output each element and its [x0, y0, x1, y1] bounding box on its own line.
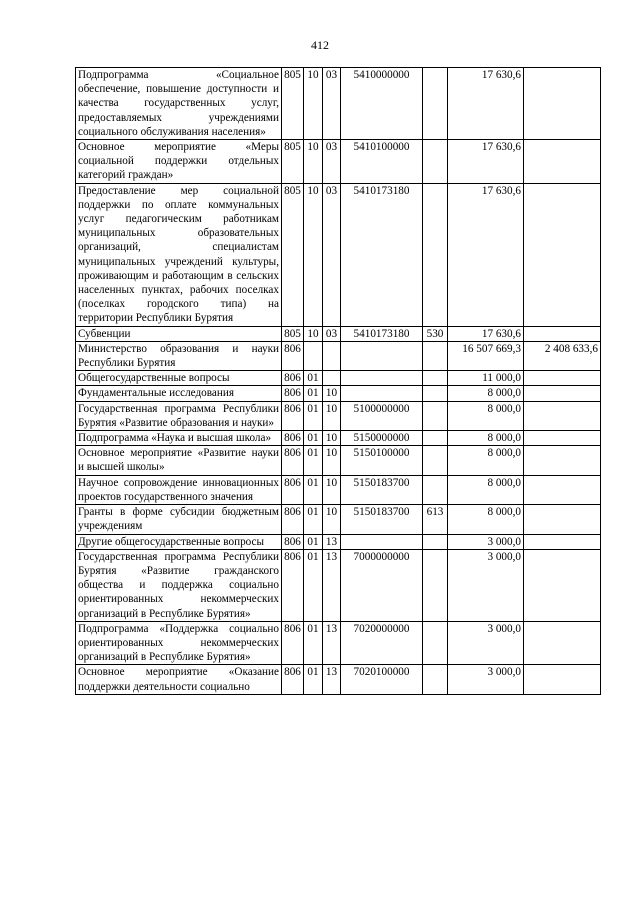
ministry-code-cell: 806	[282, 341, 304, 370]
section-code-cell: 01	[304, 549, 323, 621]
table-row	[76, 475, 601, 504]
item-name-cell: Основное мероприятие «Оказание поддержки деятельности социально	[76, 665, 282, 694]
item-name-cell: Министерство образования и науки Республики Бурятия	[76, 341, 282, 370]
subsection-code-cell: 13	[323, 534, 341, 549]
subsection-code-cell: 03	[323, 183, 341, 326]
subsection-code-cell: 10	[323, 475, 341, 504]
expense-type-cell	[423, 371, 448, 386]
expense-type-cell	[423, 183, 448, 326]
ministry-code-cell: 805	[282, 68, 304, 140]
target-article-cell	[341, 371, 423, 386]
expense-type-cell	[423, 341, 448, 370]
section-code-cell: 01	[304, 475, 323, 504]
target-article-cell: 5410000000	[341, 68, 423, 140]
amount-extra-cell	[524, 140, 601, 184]
amount-cell: 8 000,0	[448, 446, 524, 475]
amount-cell: 3 000,0	[448, 621, 524, 665]
amount-extra-cell	[524, 534, 601, 549]
target-article-cell	[341, 534, 423, 549]
ministry-code-cell: 806	[282, 386, 304, 401]
amount-cell: 17 630,6	[448, 140, 524, 184]
amount-extra-cell	[524, 431, 601, 446]
section-code-cell: 01	[304, 431, 323, 446]
target-article-cell: 7020000000	[341, 621, 423, 665]
item-name-cell: Подпрограмма «Поддержка социально ориентированных некоммерческих организаций в Республике Бурятия»	[76, 621, 282, 665]
section-code-cell: 10	[304, 140, 323, 184]
item-name-cell: Субвенции	[76, 326, 282, 341]
expense-type-cell	[423, 665, 448, 694]
item-name-cell: Предоставление мер социальной поддержки по оплате коммунальных услуг педагогическим работникам муниципальных образовательных организаций, специалистам муниципальных учреждений культуры, проживающим и работающим в сельских населенных пунктах, рабочих поселках (поселках городского типа) на территории Республики Бурятия	[76, 183, 282, 326]
subsection-code-cell: 10	[323, 505, 341, 534]
amount-cell: 8 000,0	[448, 386, 524, 401]
amount-cell: 11 000,0	[448, 371, 524, 386]
amount-cell: 8 000,0	[448, 475, 524, 504]
item-name-cell: Государственная программа Республики Бурятия «Развитие образования и науки»	[76, 401, 282, 430]
section-code-cell: 10	[304, 326, 323, 341]
amount-cell: 17 630,6	[448, 326, 524, 341]
table-row	[76, 549, 601, 621]
subsection-code-cell: 03	[323, 140, 341, 184]
table-row	[76, 183, 601, 326]
expense-type-cell	[423, 549, 448, 621]
amount-extra-cell	[524, 665, 601, 694]
expense-type-cell	[423, 621, 448, 665]
section-code-cell: 01	[304, 505, 323, 534]
table-row	[76, 431, 601, 446]
amount-extra-cell	[524, 401, 601, 430]
table-row	[76, 341, 601, 370]
amount-cell: 8 000,0	[448, 505, 524, 534]
amount-cell: 8 000,0	[448, 401, 524, 430]
table-row	[76, 621, 601, 665]
subsection-code-cell: 10	[323, 401, 341, 430]
amount-cell: 16 507 669,3	[448, 341, 524, 370]
ministry-code-cell: 806	[282, 371, 304, 386]
section-code-cell: 01	[304, 401, 323, 430]
item-name-cell: Основное мероприятие «Развитие науки и высшей школы»	[76, 446, 282, 475]
amount-cell: 8 000,0	[448, 431, 524, 446]
target-article-cell: 7020100000	[341, 665, 423, 694]
subsection-code-cell: 03	[323, 68, 341, 140]
amount-cell: 17 630,6	[448, 183, 524, 326]
item-name-cell: Общегосударственные вопросы	[76, 371, 282, 386]
ministry-code-cell: 806	[282, 446, 304, 475]
amount-extra-cell	[524, 386, 601, 401]
target-article-cell: 7000000000	[341, 549, 423, 621]
expense-type-cell	[423, 401, 448, 430]
item-name-cell: Государственная программа Республики Бурятия «Развитие гражданского общества и поддержка социально ориентированных некоммерческих организаций в Республике Бурятия»	[76, 549, 282, 621]
ministry-code-cell: 806	[282, 534, 304, 549]
expense-type-cell	[423, 446, 448, 475]
expense-type-cell	[423, 140, 448, 184]
target-article-cell: 5150183700	[341, 475, 423, 504]
section-code-cell: 01	[304, 446, 323, 475]
target-article-cell: 5150000000	[341, 431, 423, 446]
ministry-code-cell: 806	[282, 431, 304, 446]
amount-extra-cell	[524, 621, 601, 665]
target-article-cell: 5410100000	[341, 140, 423, 184]
expense-type-cell	[423, 68, 448, 140]
subsection-code-cell: 10	[323, 446, 341, 475]
section-code-cell: 10	[304, 68, 323, 140]
item-name-cell: Основное мероприятие «Меры социальной поддержки отдельных категорий граждан»	[76, 140, 282, 184]
ministry-code-cell: 806	[282, 621, 304, 665]
table-row	[76, 140, 601, 184]
target-article-cell: 5410173180	[341, 326, 423, 341]
table-row	[76, 505, 601, 534]
expense-type-cell: 613	[423, 505, 448, 534]
target-article-cell	[341, 341, 423, 370]
section-code-cell: 10	[304, 183, 323, 326]
ministry-code-cell: 805	[282, 183, 304, 326]
target-article-cell: 5150183700	[341, 505, 423, 534]
target-article-cell: 5410173180	[341, 183, 423, 326]
table-row	[76, 446, 601, 475]
ministry-code-cell: 806	[282, 401, 304, 430]
table-row	[76, 665, 601, 694]
budget-table	[75, 67, 601, 695]
section-code-cell: 01	[304, 371, 323, 386]
section-code-cell: 01	[304, 621, 323, 665]
amount-extra-cell	[524, 326, 601, 341]
expense-type-cell	[423, 475, 448, 504]
section-code-cell: 01	[304, 665, 323, 694]
expense-type-cell	[423, 534, 448, 549]
expense-type-cell	[423, 431, 448, 446]
amount-extra-cell	[524, 505, 601, 534]
amount-extra-cell	[524, 549, 601, 621]
subsection-code-cell: 03	[323, 326, 341, 341]
subsection-code-cell: 10	[323, 386, 341, 401]
amount-extra-cell	[524, 371, 601, 386]
amount-cell: 3 000,0	[448, 534, 524, 549]
amount-extra-cell	[524, 68, 601, 140]
section-code-cell	[304, 341, 323, 370]
table-body	[76, 68, 601, 695]
expense-type-cell: 530	[423, 326, 448, 341]
subsection-code-cell: 10	[323, 431, 341, 446]
table-row	[76, 68, 601, 140]
ministry-code-cell: 806	[282, 665, 304, 694]
amount-extra-cell	[524, 183, 601, 326]
subsection-code-cell: 13	[323, 549, 341, 621]
ministry-code-cell: 806	[282, 475, 304, 504]
amount-extra-cell	[524, 475, 601, 504]
target-article-cell: 5100000000	[341, 401, 423, 430]
page-number: 412	[311, 38, 329, 52]
amount-cell: 3 000,0	[448, 549, 524, 621]
ministry-code-cell: 806	[282, 505, 304, 534]
amount-cell: 3 000,0	[448, 665, 524, 694]
item-name-cell: Фундаментальные исследования	[76, 386, 282, 401]
expense-type-cell	[423, 386, 448, 401]
item-name-cell: Гранты в форме субсидии бюджетным учреждениям	[76, 505, 282, 534]
item-name-cell: Другие общегосударственные вопросы	[76, 534, 282, 549]
subsection-code-cell: 13	[323, 665, 341, 694]
subsection-code-cell: 13	[323, 621, 341, 665]
table-row	[76, 401, 601, 430]
ministry-code-cell: 806	[282, 549, 304, 621]
table-row	[76, 534, 601, 549]
section-code-cell: 01	[304, 534, 323, 549]
amount-cell: 17 630,6	[448, 68, 524, 140]
ministry-code-cell: 805	[282, 140, 304, 184]
target-article-cell	[341, 386, 423, 401]
item-name-cell: Подпрограмма «Социальное обеспечение, повышение доступности и качества государственных услуг, предоставляемых учреждениями социального обслуживания населения»	[76, 68, 282, 140]
table-row	[76, 371, 601, 386]
section-code-cell: 01	[304, 386, 323, 401]
amount-extra-cell: 2 408 633,6	[524, 341, 601, 370]
amount-extra-cell	[524, 446, 601, 475]
target-article-cell: 5150100000	[341, 446, 423, 475]
subsection-code-cell	[323, 341, 341, 370]
subsection-code-cell	[323, 371, 341, 386]
item-name-cell: Научное сопровождение инновационных проектов государственного значения	[76, 475, 282, 504]
item-name-cell: Подпрограмма «Наука и высшая школа»	[76, 431, 282, 446]
ministry-code-cell: 805	[282, 326, 304, 341]
table-row	[76, 326, 601, 341]
table-row	[76, 386, 601, 401]
